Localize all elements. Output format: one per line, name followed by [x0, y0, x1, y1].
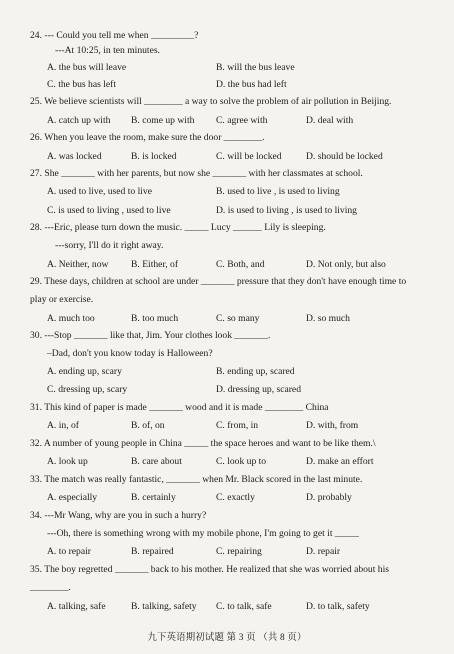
- question-text: The boy regretted _______ back to his mother. He realized that she was worried about his: [44, 564, 389, 575]
- question-33-stem: [30, 474, 362, 486]
- question-number: 27.: [30, 168, 42, 179]
- option-b: B. is locked: [131, 151, 177, 162]
- option-b: B. certainly: [131, 492, 176, 503]
- option-d: D. with, from: [306, 420, 359, 431]
- question-number: 32.: [30, 438, 42, 449]
- question-34-reply: ---Oh, there is something wrong with my mobile phone, I'm going to get it _____: [47, 528, 359, 539]
- question-29-stem-continued: play or exercise.: [30, 294, 94, 305]
- question-text: When you leave the room, make sure the door ________.: [44, 132, 265, 143]
- option-a: A. used to live, used to live: [47, 186, 152, 197]
- question-30-reply: –Dad, don't you know today is Halloween?: [47, 348, 213, 359]
- option-c: C. dressing up, scary: [47, 384, 128, 395]
- question-26-stem: [30, 132, 265, 144]
- question-text: She _______ with her parents, but now she _______ with her classmates at school.: [44, 168, 363, 179]
- option-a: A. to repair: [47, 546, 91, 557]
- option-c: C. repairing: [216, 546, 262, 557]
- question-text: A number of young people in China _____ the space heroes and want to be like them.\: [43, 438, 376, 449]
- question-30-stem: [30, 330, 270, 342]
- question-number: 25.: [30, 96, 42, 107]
- question-number: 29.: [30, 276, 42, 287]
- question-text: These days, children at school are under _______ pressure that they don't have enough time to: [44, 276, 407, 287]
- question-35-stem-continued: ________.: [30, 582, 71, 593]
- option-d: D. is used to living , is used to living: [216, 205, 357, 216]
- option-b: B. ending up, scared: [216, 366, 295, 377]
- option-d: D. should be locked: [306, 151, 383, 162]
- option-a: A. talking, safe: [47, 601, 106, 612]
- option-d: D. so much: [306, 313, 350, 324]
- question-text: ---Mr Wang, why are you in such a hurry?: [44, 510, 207, 521]
- question-number: 34.: [30, 510, 42, 521]
- question-35-stem: [30, 564, 389, 576]
- option-a: A. the bus will leave: [47, 62, 127, 73]
- question-24-reply: ---At 10:25, in ten minutes.: [55, 45, 160, 56]
- question-25-stem: [30, 96, 391, 108]
- question-number: 30.: [30, 330, 42, 341]
- question-28-stem: [30, 222, 326, 234]
- option-c: C. exactly: [216, 492, 255, 503]
- option-d: D. repair: [306, 546, 341, 557]
- option-a: A. look up: [47, 456, 88, 467]
- option-d: D. dressing up, scared: [216, 384, 301, 395]
- page-footer: 九下英语期初试题 第 3 页 （共 8 页）: [147, 633, 307, 643]
- option-d: D. make an effort: [306, 456, 374, 467]
- question-34-stem: [30, 510, 206, 522]
- option-b: B. of, on: [131, 420, 165, 431]
- option-c: C. agree with: [216, 115, 268, 126]
- option-c: C. so many: [216, 313, 260, 324]
- option-b: B. Either, of: [131, 259, 179, 270]
- option-c: C. the bus has left: [47, 79, 117, 90]
- question-number: 24.: [30, 30, 42, 41]
- option-c: C. look up to: [216, 456, 267, 467]
- option-b: B. come up with: [131, 115, 195, 126]
- question-32-stem: [30, 438, 376, 450]
- option-b: B. used to live , is used to living: [216, 186, 340, 197]
- question-text: We believe scientists will ________ a way to solve the problem of air pollution in Beijing.: [44, 96, 392, 107]
- option-d: D. the bus had left: [216, 79, 287, 90]
- option-a: A. in, of: [47, 420, 79, 431]
- option-b: B. repaired: [131, 546, 174, 557]
- option-d: D. probably: [306, 492, 352, 503]
- option-b: B. too much: [131, 313, 179, 324]
- option-b: B. will the bus leave: [216, 62, 295, 73]
- question-number: 28.: [30, 222, 42, 233]
- option-c: C. from, in: [216, 420, 259, 431]
- question-number: 26.: [30, 132, 42, 143]
- option-d: D. deal with: [306, 115, 354, 126]
- question-number: 31.: [30, 402, 42, 413]
- question-27-stem: [30, 168, 363, 180]
- option-a: A. ending up, scary: [47, 366, 122, 377]
- option-a: A. much too: [47, 313, 95, 324]
- question-text: The match was really fantastic, _______ when Mr. Black scored in the last minute.: [44, 474, 363, 485]
- question-text: ---Stop _______ like that, Jim. Your clothes look _______.: [44, 330, 271, 341]
- option-a: A. Neither, now: [47, 259, 109, 270]
- option-a: A. especially: [47, 492, 98, 503]
- option-b: B. talking, safety: [131, 601, 197, 612]
- option-c: C. will be locked: [216, 151, 282, 162]
- question-28-reply: ---sorry, I'll do it right away.: [55, 240, 164, 251]
- question-number: 33.: [30, 474, 42, 485]
- option-a: A. catch up with: [47, 115, 111, 126]
- option-c: C. to talk, safe: [216, 601, 272, 612]
- question-text: This kind of paper is made _______ wood and it is made ________ China: [44, 402, 329, 413]
- option-a: A. was locked: [47, 151, 102, 162]
- question-text: ---Eric, please turn down the music. _____ Lucy ______ Lily is sleeping.: [44, 222, 326, 233]
- option-b: B. care about: [131, 456, 182, 467]
- question-24-stem: [30, 30, 198, 42]
- question-number: 35.: [30, 564, 42, 575]
- option-d: D. Not only, but also: [306, 259, 386, 270]
- option-c: C. is used to living , used to live: [47, 205, 171, 216]
- question-text: --- Could you tell me when _________?: [44, 30, 199, 41]
- option-d: D. to talk, safety: [306, 601, 370, 612]
- question-29-stem: [30, 276, 406, 288]
- question-31-stem: [30, 402, 329, 414]
- option-c: C. Both, and: [216, 259, 265, 270]
